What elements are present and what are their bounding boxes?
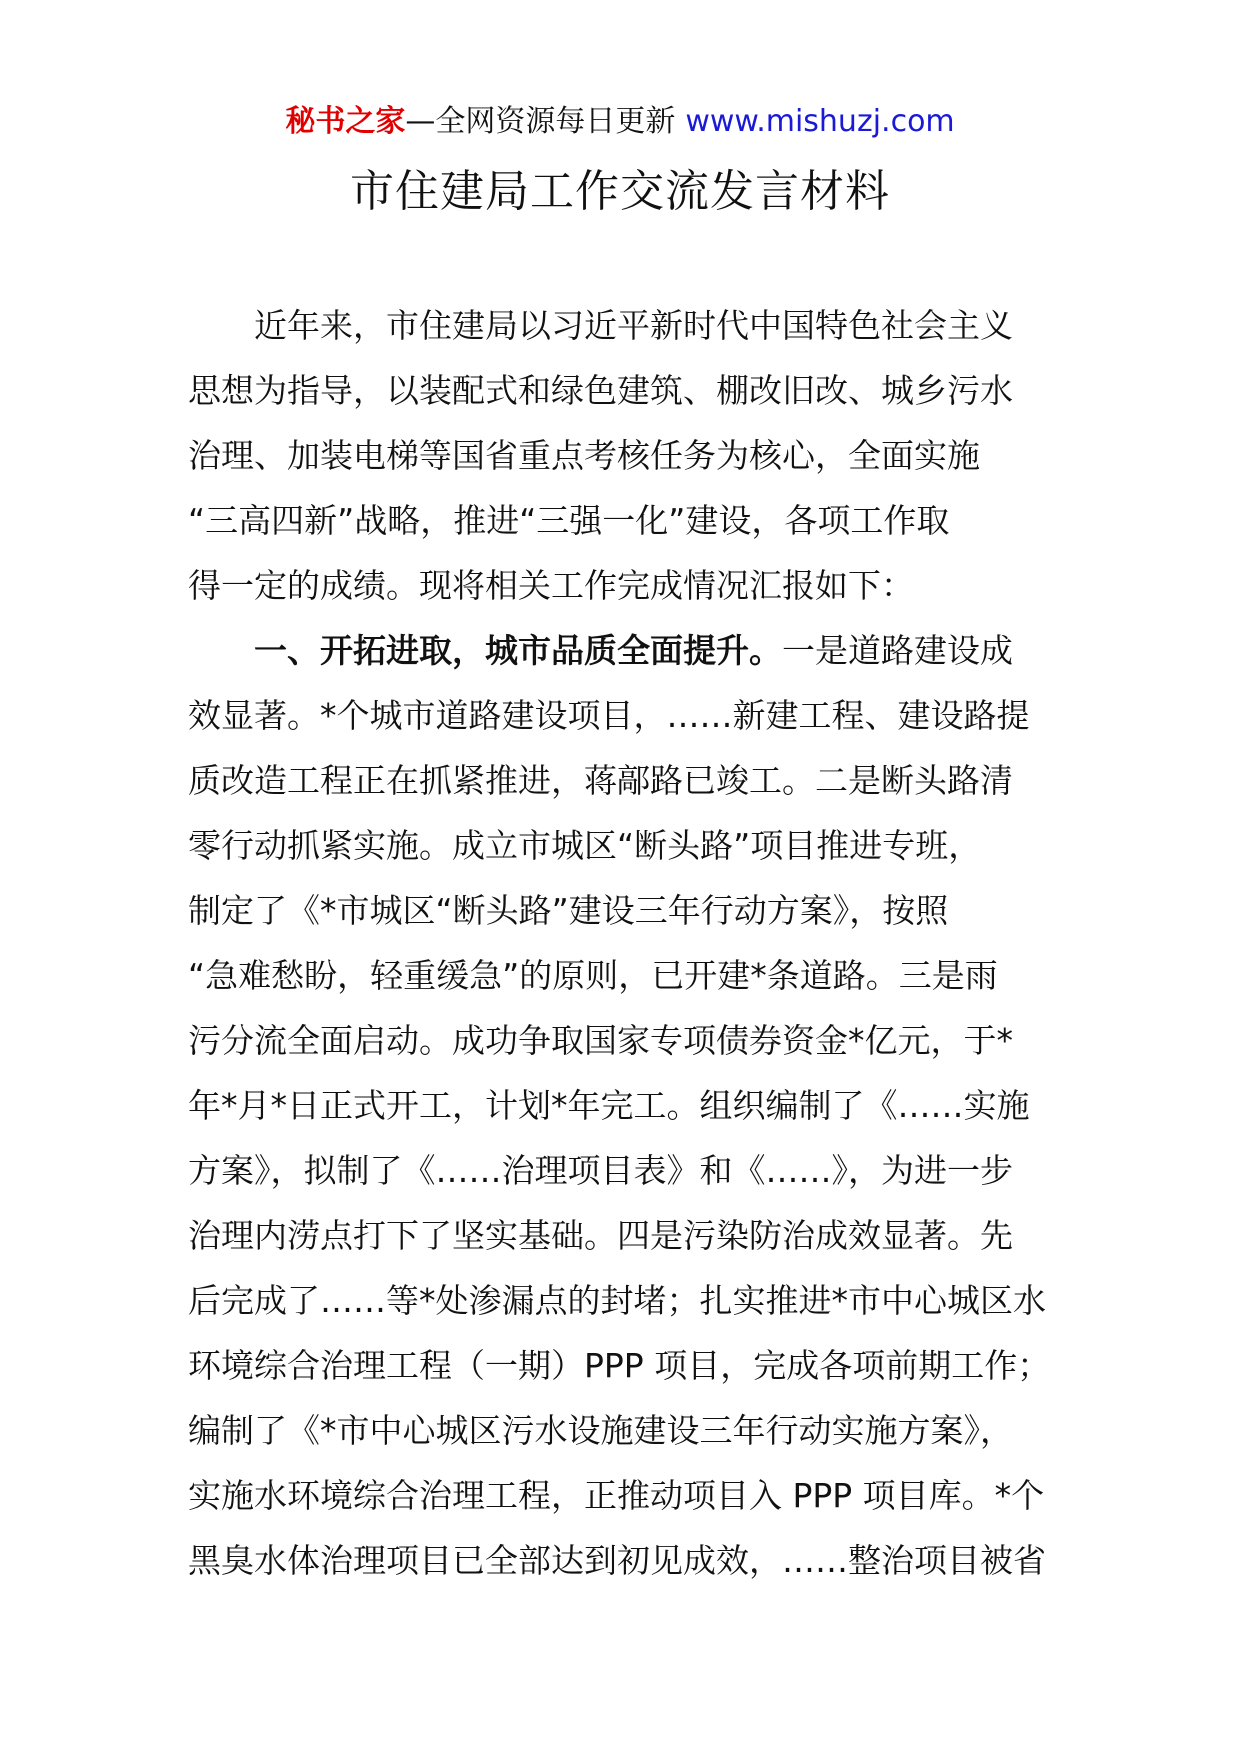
paragraph-line: 年*月*日正式开工，计划*年完工。组织编制了《……实施 — [188, 1086, 1030, 1125]
paragraph-line: 效显著。*个城市道路建设项目，……新建工程、建设路提 — [188, 696, 1030, 735]
section-heading-line — [188, 618, 1068, 683]
paragraph-line: 治理、加装电梯等国省重点考核任务为核心，全面实施 — [188, 436, 980, 475]
watermark-header — [0, 100, 1240, 144]
paragraph-line: 质改造工程正在抓紧推进，蒋鄗路已竣工。二是断头路清 — [188, 761, 1013, 800]
paragraph-line: 近年来，市住建局以习近平新时代中国特色社会主义 — [254, 306, 1013, 345]
paragraph-text: 一是道路建设成 — [782, 631, 1013, 670]
brand-name: 秘书之家 — [285, 104, 406, 139]
paragraph-line: 环境综合治理工程（一期）PPP 项目，完成各项前期工作； — [188, 1346, 1051, 1385]
section-heading: 一、开拓进取，城市品质全面提升。 — [254, 631, 782, 670]
paragraph-line: 实施水环境综合治理工程，正推动项目入 PPP 项目库。*个 — [188, 1476, 1045, 1515]
paragraph-line: “三高四新”战略，推进“三强一化”建设，各项工作取 — [188, 501, 950, 540]
paragraph-line: 制定了《*市城区“断头路”建设三年行动方案》，按照 — [188, 891, 949, 930]
paragraph-line: 思想为指导，以装配式和绿色建筑、棚改旧改、城乡污水 — [188, 371, 1013, 410]
header-tagline: —全网资源每日更新 — [405, 104, 676, 139]
document-body — [188, 293, 1068, 1593]
paragraph-line: 方案》，拟制了《……治理项目表》和《……》，为进一步 — [188, 1151, 1013, 1190]
header-url[interactable]: www.mishuzj.com — [685, 104, 955, 139]
paragraph-line: 编制了《*市中心城区污水设施建设三年行动实施方案》， — [188, 1411, 1013, 1450]
document-title: 市住建局工作交流发言材料 — [350, 166, 890, 217]
paragraph-line: 治理内涝点打下了坚实基础。四是污染防治成效显著。先 — [188, 1216, 1013, 1255]
paragraph-line: 得一定的成绩。现将相关工作完成情况汇报如下： — [188, 566, 914, 605]
paragraph-line: 黑臭水体治理项目已全部达到初见成效，……整治项目被省 — [188, 1541, 1046, 1580]
paragraph-line: “急难愁盼，轻重缓急”的原则，已开建*条道路。三是雨 — [188, 956, 998, 995]
paragraph-line: 后完成了……等*处渗漏点的封堵；扎实推进*市中心城区水 — [188, 1281, 1046, 1320]
paragraph-line: 零行动抓紧实施。成立市城区“断头路”项目推进专班， — [188, 826, 982, 865]
paragraph-line: 污分流全面启动。成功争取国家专项债券资金*亿元，于* — [188, 1021, 1013, 1060]
